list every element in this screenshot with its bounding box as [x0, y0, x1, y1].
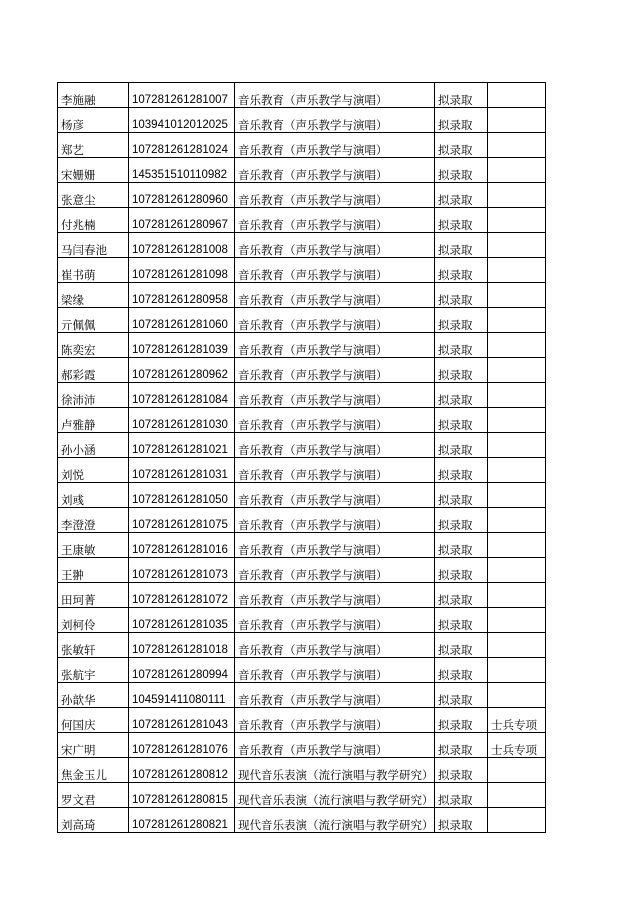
exam-number-cell: 107281261281072	[129, 583, 235, 608]
major-cell: 音乐教育（声乐教学与演唱）	[235, 483, 435, 508]
table-row	[58, 583, 546, 608]
table-row	[58, 708, 546, 733]
admission-status-cell: 拟录取	[435, 358, 488, 383]
exam-number-cell: 107281261281084	[129, 383, 235, 408]
table-row	[58, 208, 546, 233]
remark-cell: 士兵专项	[488, 733, 546, 758]
table-row	[58, 183, 546, 208]
candidate-name-cell: 郑艺	[58, 133, 129, 158]
admission-status-cell: 拟录取	[435, 283, 488, 308]
major-cell: 音乐教育（声乐教学与演唱）	[235, 408, 435, 433]
candidate-name-cell: 焦金玉儿	[58, 758, 129, 783]
remark-cell	[488, 383, 546, 408]
admission-status-cell: 拟录取	[435, 458, 488, 483]
remark-cell	[488, 758, 546, 783]
admission-status-cell: 拟录取	[435, 633, 488, 658]
table-row	[58, 733, 546, 758]
admission-status-cell: 拟录取	[435, 783, 488, 808]
candidate-name-cell: 徐沛沛	[58, 383, 129, 408]
remark-cell	[488, 483, 546, 508]
candidate-name-cell: 刘高琦	[58, 808, 129, 833]
candidate-name-cell: 马闫春池	[58, 233, 129, 258]
table-row	[58, 783, 546, 808]
remark-cell	[488, 658, 546, 683]
major-cell: 音乐教育（声乐教学与演唱）	[235, 708, 435, 733]
candidate-name-cell: 李施融	[58, 83, 129, 108]
candidate-name-cell: 亓佩佩	[58, 308, 129, 333]
candidate-name-cell: 孙歆华	[58, 683, 129, 708]
remark-cell	[488, 108, 546, 133]
admission-status-cell: 拟录取	[435, 208, 488, 233]
remark-cell	[488, 333, 546, 358]
major-cell: 音乐教育（声乐教学与演唱）	[235, 333, 435, 358]
admission-status-cell: 拟录取	[435, 233, 488, 258]
remark-cell	[488, 308, 546, 333]
candidate-name-cell: 何国庆	[58, 708, 129, 733]
remark-cell	[488, 508, 546, 533]
exam-number-cell: 107281261281098	[129, 258, 235, 283]
major-cell: 音乐教育（声乐教学与演唱）	[235, 183, 435, 208]
major-cell: 音乐教育（声乐教学与演唱）	[235, 283, 435, 308]
table-row	[58, 558, 546, 583]
table-row	[58, 433, 546, 458]
candidate-name-cell: 付兆楠	[58, 208, 129, 233]
admission-status-cell: 拟录取	[435, 558, 488, 583]
major-cell: 音乐教育（声乐教学与演唱）	[235, 608, 435, 633]
major-cell: 音乐教育（声乐教学与演唱）	[235, 83, 435, 108]
table-row	[58, 258, 546, 283]
admission-status-cell: 拟录取	[435, 533, 488, 558]
candidate-name-cell: 李澄澄	[58, 508, 129, 533]
exam-number-cell: 145351510110982	[129, 158, 235, 183]
table-row	[58, 808, 546, 833]
remark-cell	[488, 633, 546, 658]
major-cell: 音乐教育（声乐教学与演唱）	[235, 558, 435, 583]
remark-cell	[488, 83, 546, 108]
major-cell: 现代音乐表演（流行演唱与教学研究）	[235, 783, 435, 808]
candidate-name-cell: 孙小涵	[58, 433, 129, 458]
remark-cell	[488, 358, 546, 383]
exam-number-cell: 107281261280958	[129, 283, 235, 308]
table-row	[58, 683, 546, 708]
admission-status-cell: 拟录取	[435, 483, 488, 508]
candidate-name-cell: 田珂菁	[58, 583, 129, 608]
candidate-name-cell: 郝彩霞	[58, 358, 129, 383]
table-row	[58, 458, 546, 483]
remark-cell	[488, 583, 546, 608]
remark-cell	[488, 783, 546, 808]
remark-cell: 士兵专项	[488, 708, 546, 733]
admission-status-cell: 拟录取	[435, 83, 488, 108]
exam-number-cell: 107281261281031	[129, 458, 235, 483]
admission-status-cell: 拟录取	[435, 583, 488, 608]
major-cell: 音乐教育（声乐教学与演唱）	[235, 733, 435, 758]
exam-number-cell: 107281261281075	[129, 508, 235, 533]
major-cell: 音乐教育（声乐教学与演唱）	[235, 508, 435, 533]
exam-number-cell: 107281261281060	[129, 308, 235, 333]
table-row	[58, 608, 546, 633]
admission-status-cell: 拟录取	[435, 808, 488, 833]
major-cell: 音乐教育（声乐教学与演唱）	[235, 533, 435, 558]
exam-number-cell: 107281261281050	[129, 483, 235, 508]
major-cell: 音乐教育（声乐教学与演唱）	[235, 383, 435, 408]
remark-cell	[488, 458, 546, 483]
admission-status-cell: 拟录取	[435, 758, 488, 783]
table-row	[58, 283, 546, 308]
exam-number-cell: 107281261281039	[129, 333, 235, 358]
admission-status-cell: 拟录取	[435, 608, 488, 633]
remark-cell	[488, 683, 546, 708]
exam-number-cell: 107281261281021	[129, 433, 235, 458]
major-cell: 音乐教育（声乐教学与演唱）	[235, 583, 435, 608]
major-cell: 音乐教育（声乐教学与演唱）	[235, 208, 435, 233]
major-cell: 音乐教育（声乐教学与演唱）	[235, 433, 435, 458]
table-row	[58, 108, 546, 133]
exam-number-cell: 107281261281024	[129, 133, 235, 158]
remark-cell	[488, 283, 546, 308]
candidate-name-cell: 张敏轩	[58, 633, 129, 658]
major-cell: 音乐教育（声乐教学与演唱）	[235, 133, 435, 158]
admission-status-cell: 拟录取	[435, 108, 488, 133]
exam-number-cell: 107281261281008	[129, 233, 235, 258]
table-row	[58, 483, 546, 508]
admission-status-cell: 拟录取	[435, 733, 488, 758]
table-row	[58, 383, 546, 408]
admission-status-cell: 拟录取	[435, 383, 488, 408]
major-cell: 音乐教育（声乐教学与演唱）	[235, 658, 435, 683]
exam-number-cell: 107281261280967	[129, 208, 235, 233]
major-cell: 音乐教育（声乐教学与演唱）	[235, 358, 435, 383]
remark-cell	[488, 158, 546, 183]
exam-number-cell: 107281261281076	[129, 733, 235, 758]
admission-status-cell: 拟录取	[435, 708, 488, 733]
table-row	[58, 658, 546, 683]
major-cell: 音乐教育（声乐教学与演唱）	[235, 258, 435, 283]
admission-status-cell: 拟录取	[435, 408, 488, 433]
exam-number-cell: 107281261281016	[129, 533, 235, 558]
remark-cell	[488, 183, 546, 208]
table-row	[58, 333, 546, 358]
admission-table	[57, 82, 546, 833]
candidate-name-cell: 刘柯伶	[58, 608, 129, 633]
table-row	[58, 508, 546, 533]
table-row	[58, 158, 546, 183]
table-row	[58, 83, 546, 108]
admission-status-cell: 拟录取	[435, 183, 488, 208]
remark-cell	[488, 208, 546, 233]
remark-cell	[488, 558, 546, 583]
major-cell: 现代音乐表演（流行演唱与教学研究）	[235, 808, 435, 833]
exam-number-cell: 107281261280815	[129, 783, 235, 808]
admission-table-body	[58, 83, 546, 833]
table-row	[58, 633, 546, 658]
table-row	[58, 758, 546, 783]
admission-status-cell: 拟录取	[435, 658, 488, 683]
admission-status-cell: 拟录取	[435, 258, 488, 283]
major-cell: 音乐教育（声乐教学与演唱）	[235, 233, 435, 258]
table-row	[58, 408, 546, 433]
admission-status-cell: 拟录取	[435, 133, 488, 158]
candidate-name-cell: 王翀	[58, 558, 129, 583]
exam-number-cell: 104591411080111	[129, 683, 235, 708]
exam-number-cell: 107281261280960	[129, 183, 235, 208]
exam-number-cell: 107281261281043	[129, 708, 235, 733]
major-cell: 音乐教育（声乐教学与演唱）	[235, 633, 435, 658]
candidate-name-cell: 宋姗姗	[58, 158, 129, 183]
major-cell: 音乐教育（声乐教学与演唱）	[235, 683, 435, 708]
exam-number-cell: 107281261281030	[129, 408, 235, 433]
exam-number-cell: 107281261281007	[129, 83, 235, 108]
remark-cell	[488, 433, 546, 458]
remark-cell	[488, 408, 546, 433]
exam-number-cell: 107281261280994	[129, 658, 235, 683]
candidate-name-cell: 罗文君	[58, 783, 129, 808]
exam-number-cell: 107281261281073	[129, 558, 235, 583]
admission-status-cell: 拟录取	[435, 433, 488, 458]
major-cell: 音乐教育（声乐教学与演唱）	[235, 158, 435, 183]
exam-number-cell: 107281261280821	[129, 808, 235, 833]
candidate-name-cell: 刘彧	[58, 483, 129, 508]
exam-number-cell: 107281261280812	[129, 758, 235, 783]
table-row	[58, 533, 546, 558]
candidate-name-cell: 宋广明	[58, 733, 129, 758]
table-row	[58, 358, 546, 383]
admission-status-cell: 拟录取	[435, 158, 488, 183]
remark-cell	[488, 533, 546, 558]
remark-cell	[488, 808, 546, 833]
exam-number-cell: 107281261281018	[129, 633, 235, 658]
candidate-name-cell: 梁缘	[58, 283, 129, 308]
remark-cell	[488, 233, 546, 258]
remark-cell	[488, 258, 546, 283]
admission-status-cell: 拟录取	[435, 308, 488, 333]
candidate-name-cell: 陈奕宏	[58, 333, 129, 358]
admission-status-cell: 拟录取	[435, 683, 488, 708]
table-row	[58, 308, 546, 333]
major-cell: 音乐教育（声乐教学与演唱）	[235, 108, 435, 133]
exam-number-cell: 107281261280962	[129, 358, 235, 383]
candidate-name-cell: 张航宇	[58, 658, 129, 683]
candidate-name-cell: 崔书萌	[58, 258, 129, 283]
table-row	[58, 133, 546, 158]
candidate-name-cell: 卢雅静	[58, 408, 129, 433]
admission-status-cell: 拟录取	[435, 333, 488, 358]
candidate-name-cell: 刘悦	[58, 458, 129, 483]
admission-status-cell: 拟录取	[435, 508, 488, 533]
exam-number-cell: 107281261281035	[129, 608, 235, 633]
major-cell: 音乐教育（声乐教学与演唱）	[235, 308, 435, 333]
candidate-name-cell: 张意尘	[58, 183, 129, 208]
exam-number-cell: 103941012012025	[129, 108, 235, 133]
major-cell: 音乐教育（声乐教学与演唱）	[235, 458, 435, 483]
candidate-name-cell: 杨彦	[58, 108, 129, 133]
candidate-name-cell: 王康敏	[58, 533, 129, 558]
remark-cell	[488, 608, 546, 633]
major-cell: 现代音乐表演（流行演唱与教学研究）	[235, 758, 435, 783]
table-row	[58, 233, 546, 258]
remark-cell	[488, 133, 546, 158]
